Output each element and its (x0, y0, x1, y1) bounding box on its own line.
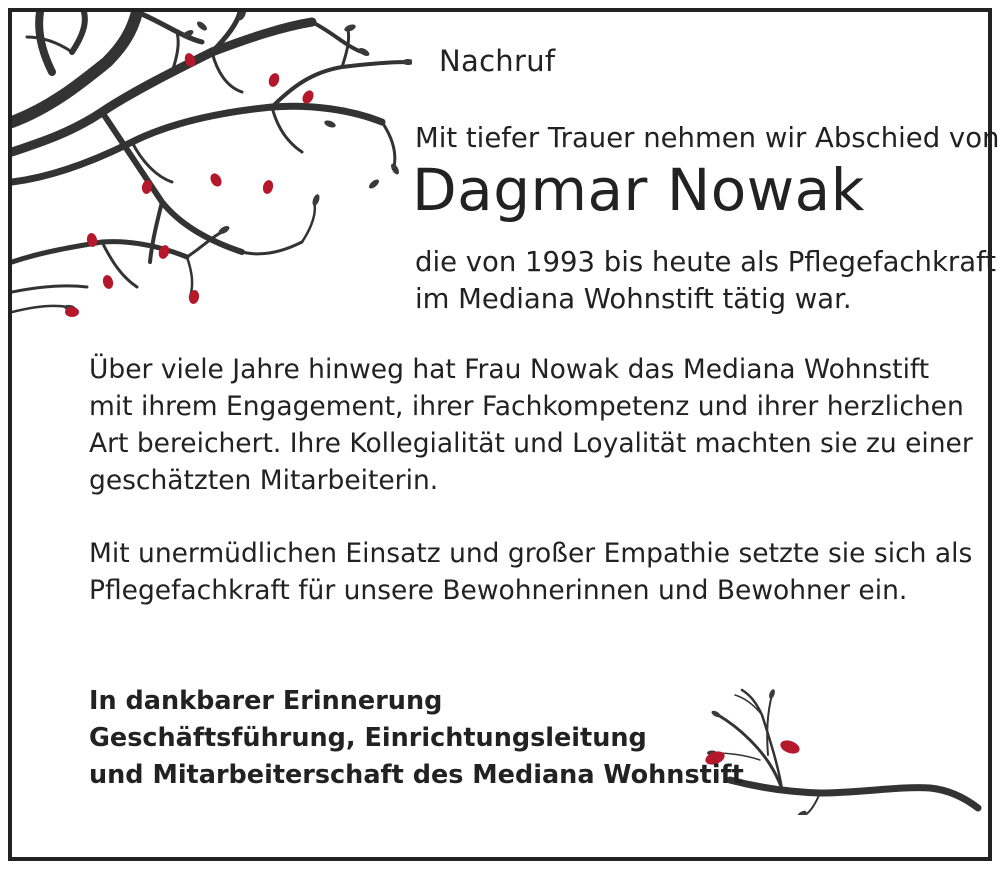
tribute-paragraph-2 (89, 535, 972, 609)
role-line: im Mediana Wohnstift tätig war. (415, 283, 852, 315)
signature-line: In dankbarer Erinnerung (89, 686, 443, 716)
signature-line: Geschäftsführung, Einrichtungsleitung (89, 723, 647, 753)
deceased-name: Dagmar Nowak (412, 156, 865, 224)
role-text (415, 244, 996, 318)
signature-block (89, 683, 744, 794)
paragraph-line: Pflegefachkraft für unsere Bewohnerinnen und Bewohner ein. (89, 575, 908, 606)
signature-line: und Mitarbeiterschaft des Mediana Wohnstift (89, 760, 744, 790)
paragraph-line: geschätzten Mitarbeiterin. (89, 465, 439, 496)
tree-branch-icon (12, 12, 412, 332)
tribute-paragraph-1 (89, 351, 973, 499)
notice-heading: Nachruf (439, 44, 556, 78)
paragraph-line: Art bereichert. Ihre Kollegialität und Loyalität machten sie zu einer (89, 428, 973, 459)
paragraph-line: Über viele Jahre hinweg hat Frau Nowak das Mediana Wohnstift (89, 354, 930, 385)
intro-text: Mit tiefer Trauer nehmen wir Abschied von (415, 122, 1000, 154)
paragraph-line: Mit unermüdlichen Einsatz und großer Empathie setzte sie sich als (89, 538, 973, 569)
paragraph-line: mit ihrem Engagement, ihrer Fachkompetenz und ihrer herzlichen (89, 391, 964, 422)
role-line: die von 1993 bis heute als Pflegefachkraft (415, 246, 997, 278)
